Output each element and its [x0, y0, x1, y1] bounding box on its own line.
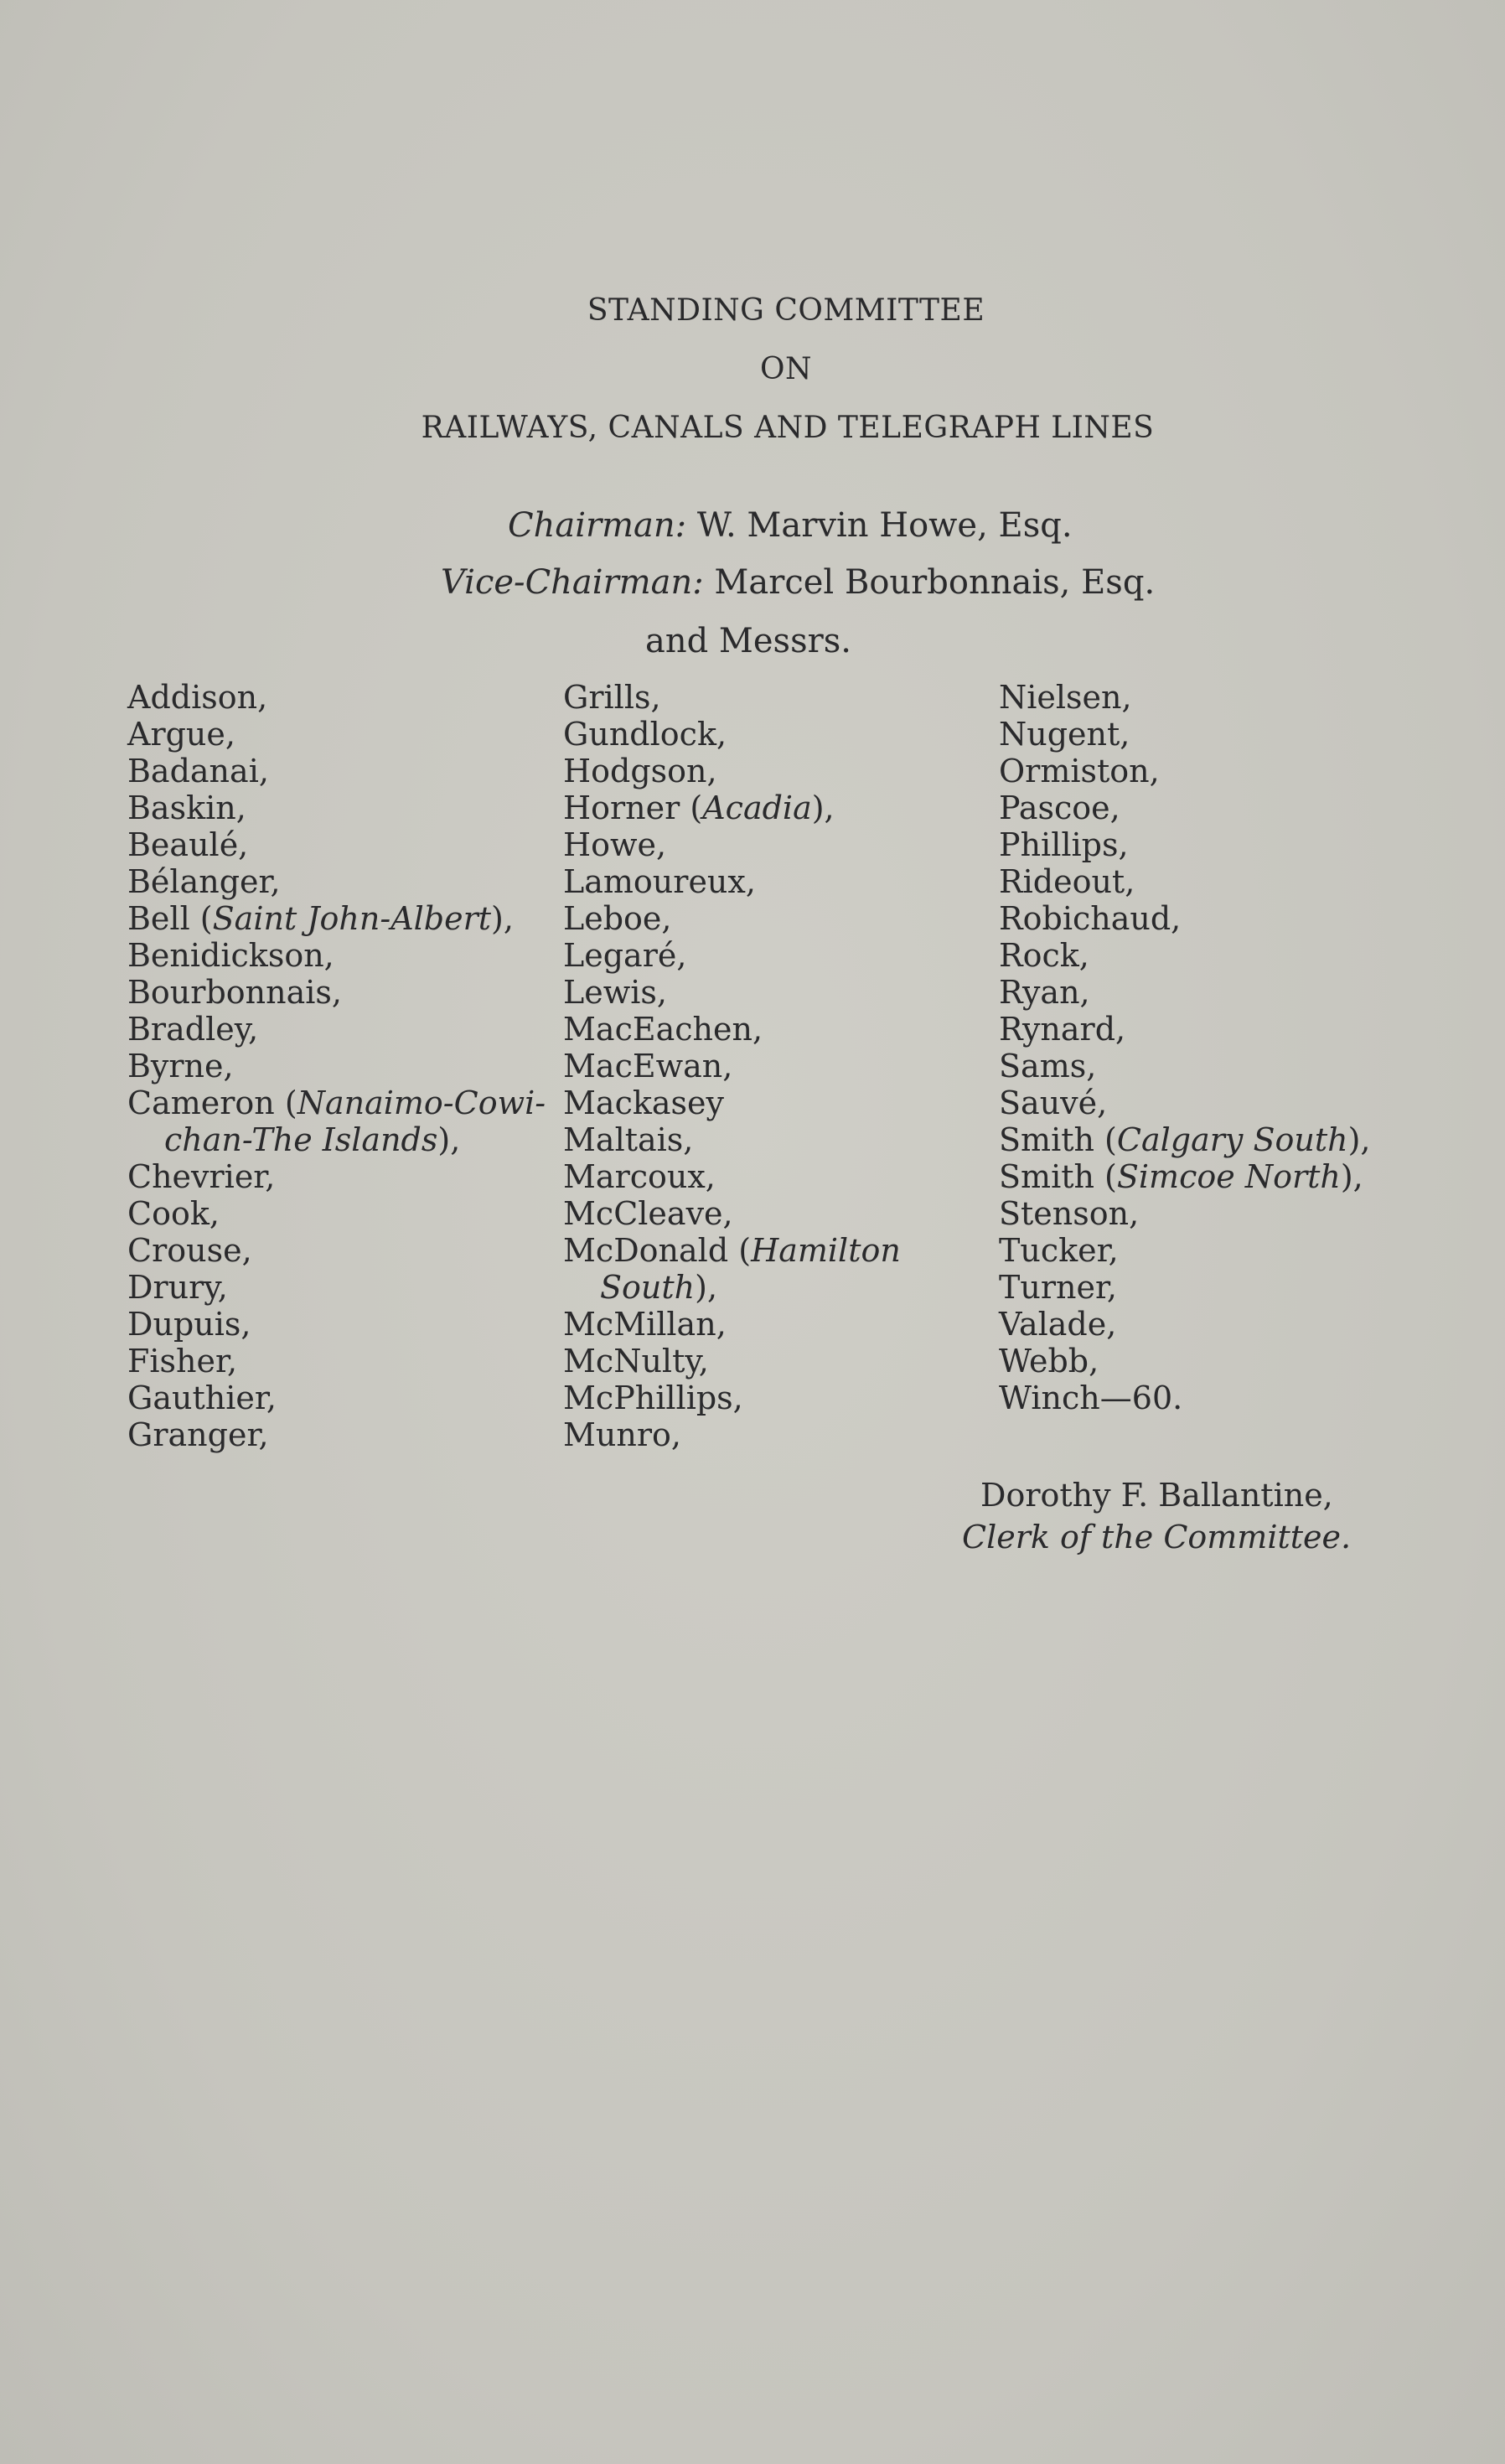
member-item: Pascoe,	[999, 789, 1120, 826]
member-item: Sauvé,	[999, 1084, 1108, 1121]
riding-name: South	[600, 1269, 696, 1306]
member-item	[127, 1084, 546, 1121]
member-item: Beaulé,	[127, 826, 249, 863]
member-item: Hodgson,	[563, 753, 717, 789]
member-item: Bradley,	[127, 1011, 259, 1048]
member-text: Horner (	[563, 789, 703, 826]
member-column-3	[999, 679, 1371, 1416]
member-item: Lewis,	[563, 974, 667, 1011]
member-item: Drury,	[127, 1269, 228, 1306]
member-text: McDonald (	[563, 1232, 752, 1269]
member-item: Webb,	[999, 1343, 1099, 1380]
member-item: McMillan,	[563, 1306, 727, 1343]
clerk-title: Clerk of the Committee.	[962, 1519, 1352, 1556]
member-item: Nugent,	[999, 716, 1130, 753]
member-column-1	[127, 679, 546, 1453]
vice-chairman-line	[441, 563, 1155, 602]
member-item: Marcoux,	[563, 1158, 716, 1195]
member-item: Turner,	[999, 1269, 1118, 1306]
member-item: Benidickson,	[127, 937, 334, 974]
and-messrs: and Messrs.	[645, 622, 851, 660]
member-item: Rideout,	[999, 863, 1135, 900]
member-text: ),	[695, 1269, 718, 1306]
member-text: Smith (	[999, 1121, 1117, 1158]
member-item: MacEwan,	[563, 1048, 733, 1084]
chairman-line	[508, 506, 1073, 545]
member-item: Munro,	[563, 1416, 681, 1453]
riding-name: Calgary South	[1116, 1121, 1348, 1158]
member-text: ),	[1347, 1121, 1371, 1158]
member-item: Byrne,	[127, 1048, 234, 1084]
member-item: Sams,	[999, 1048, 1097, 1084]
member-item	[563, 789, 901, 826]
member-item: Lamoureux,	[563, 863, 756, 900]
member-item	[127, 900, 546, 937]
member-item: Argue,	[127, 716, 235, 753]
member-item: Grills,	[563, 679, 661, 716]
member-item: Howe,	[563, 826, 667, 863]
heading-line-3: RAILWAYS, CANALS AND TELEGRAPH LINES	[421, 411, 1155, 445]
member-text: Smith (	[999, 1158, 1117, 1195]
member-item: Bourbonnais,	[127, 974, 342, 1011]
member-item: Phillips,	[999, 826, 1129, 863]
member-text: Cameron (	[127, 1084, 297, 1121]
member-item: MacEachen,	[563, 1011, 763, 1048]
member-item: Gundlock,	[563, 716, 727, 753]
chairman-role: Chairman:	[508, 506, 687, 545]
member-item: Valade,	[999, 1306, 1117, 1343]
member-item-continued	[127, 1121, 546, 1158]
member-item: Granger,	[127, 1416, 269, 1453]
member-item: Robichaud,	[999, 900, 1182, 937]
member-item: Ryan,	[999, 974, 1090, 1011]
heading-line-1: STANDING COMMITTEE	[587, 293, 985, 328]
member-text: ),	[1340, 1158, 1363, 1195]
member-item: Chevrier,	[127, 1158, 276, 1195]
member-text: ),	[811, 789, 835, 826]
member-item: Badanai,	[127, 753, 269, 789]
member-item	[999, 1121, 1371, 1158]
member-column-2	[563, 679, 901, 1453]
vice-chairman-role: Vice-Chairman:	[441, 563, 704, 602]
member-text: Bell (	[127, 900, 213, 937]
clerk-name: Dorothy F. Ballantine,	[980, 1477, 1333, 1514]
riding-name: chan-The Islands	[164, 1121, 438, 1158]
member-item: Cook,	[127, 1195, 220, 1232]
member-item: Nielsen,	[999, 679, 1132, 716]
member-text: ),	[437, 1121, 461, 1158]
member-item: Gauthier,	[127, 1380, 277, 1416]
member-item: McPhillips,	[563, 1380, 743, 1416]
riding-name: Simcoe North	[1116, 1158, 1341, 1195]
chairman-name: W. Marvin Howe, Esq.	[686, 506, 1073, 545]
riding-name: Acadia	[702, 789, 812, 826]
member-item: Fisher,	[127, 1343, 238, 1380]
vice-chairman-name: Marcel Bourbonnais, Esq.	[703, 563, 1156, 602]
member-item: Tucker,	[999, 1232, 1119, 1269]
member-text: ),	[491, 900, 514, 937]
member-item: Legaré,	[563, 937, 687, 974]
member-item	[563, 1232, 901, 1269]
member-item: Addison,	[127, 679, 268, 716]
member-item: Rock,	[999, 937, 1089, 974]
member-item: Baskin,	[127, 789, 246, 826]
member-item: Stenson,	[999, 1195, 1140, 1232]
member-item: Winch—60.	[999, 1380, 1183, 1416]
member-item-continued	[563, 1269, 901, 1306]
member-item: Maltais,	[563, 1121, 694, 1158]
member-item: Dupuis,	[127, 1306, 251, 1343]
riding-name: Nanaimo-Cowi-	[297, 1084, 546, 1121]
member-item: Leboe,	[563, 900, 672, 937]
member-item: McNulty,	[563, 1343, 709, 1380]
heading-line-2: ON	[759, 352, 812, 386]
member-item: Ormiston,	[999, 753, 1160, 789]
member-item: Bélanger,	[127, 863, 281, 900]
riding-name: Hamilton	[751, 1232, 901, 1269]
member-item: Crouse,	[127, 1232, 252, 1269]
riding-name: Saint John-Albert	[212, 900, 492, 937]
member-item: Rynard,	[999, 1011, 1126, 1048]
member-item: Mackasey	[563, 1084, 724, 1121]
member-item: McCleave,	[563, 1195, 733, 1232]
member-item	[999, 1158, 1371, 1195]
